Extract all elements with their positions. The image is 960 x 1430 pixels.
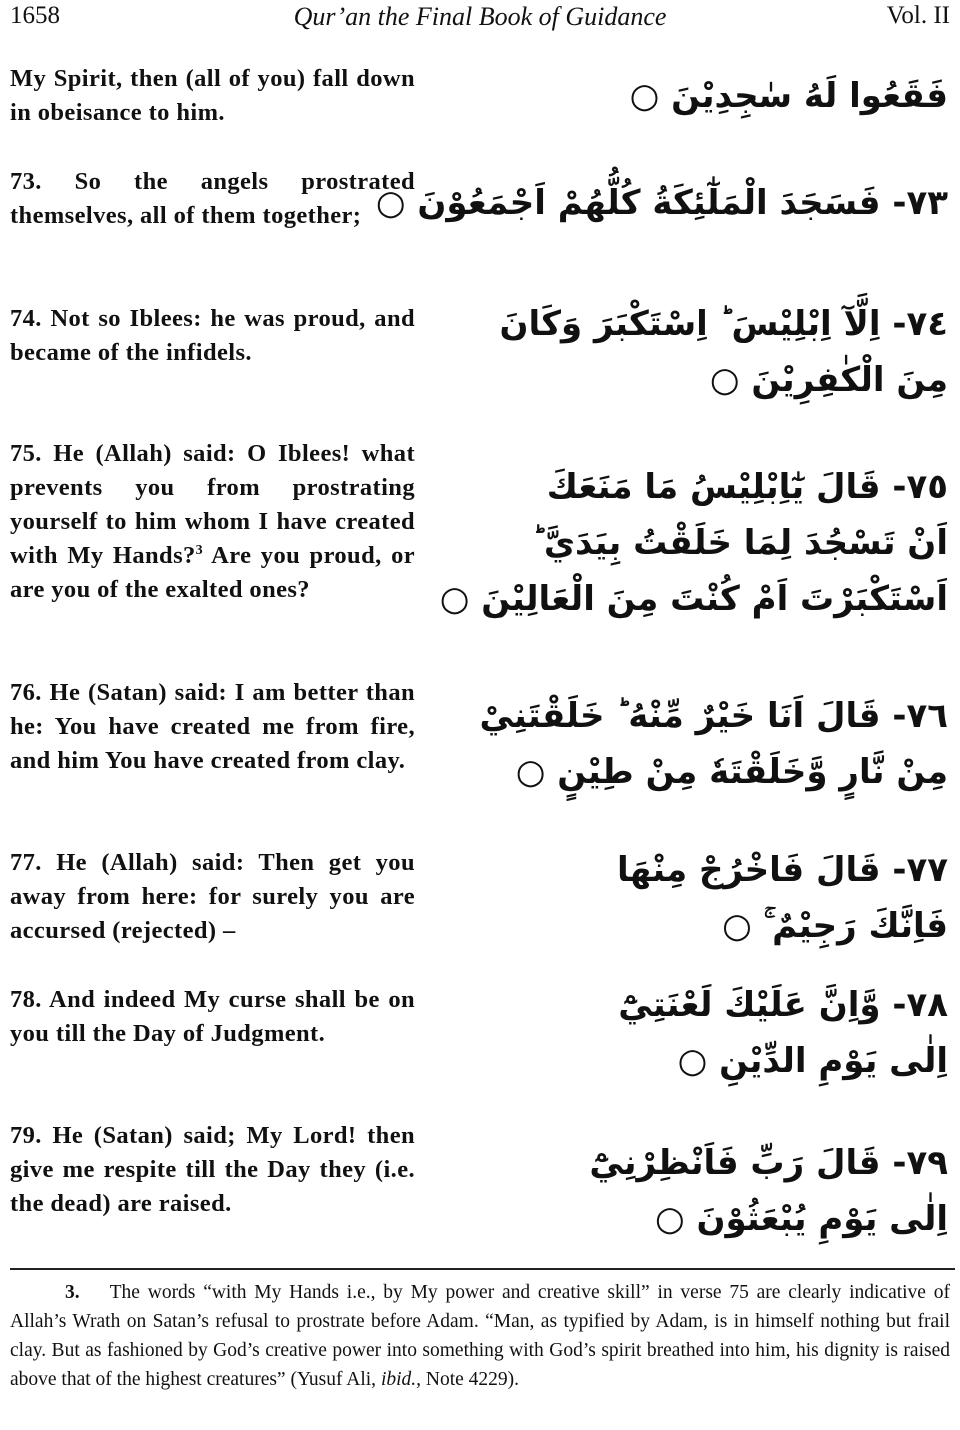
verse-translation: 74. Not so Iblees: he was proud, and became of the infidels. (10, 305, 415, 366)
arabic-line: اِلٰى يَوْمِ يُبْعَثُوْنَ ○ (654, 1199, 948, 1239)
verse-arabic (498, 977, 948, 1089)
arabic-line: فَاِنَّكَ رَجِيْمٌ ۚ ○ (722, 906, 948, 946)
arabic-line: فَقَعُوا لَهُ سٰجِدِيْنَ ○ (629, 76, 948, 116)
verse-translation: 76. He (Satan) said: I am better than he: You have created me from fire, and him You have created from clay. (10, 679, 415, 774)
arabic-line: ٧٤- اِلَّآ اِبْلِيْسَ ؕ اِسْتَكْبَرَ وَكَانَ (499, 304, 948, 344)
verse-arabic (498, 68, 948, 124)
footnote-text-end: Note 4229). (421, 1369, 520, 1390)
page-header (0, 0, 960, 40)
arabic-line: ٧٥- قَالَ يٰٓاِبْلِيْسُ مَا مَنَعَكَ (546, 467, 948, 507)
arabic-line: مِنْ نَّارٍ وَّخَلَقْتَهٗ مِنْ طِيْنٍ ○ (515, 752, 948, 792)
verse-translation: 73. So the angels prostrated themselves, all of them together; (10, 168, 415, 229)
arabic-line: ٧٩- قَالَ رَبِّ فَاَنْظِرْنِيْٓ (589, 1143, 948, 1183)
page-number: 1658 (10, 2, 60, 29)
arabic-line: ٧٣- فَسَجَدَ الْمَلٰٓئِكَةُ كُلُّهُمْ اَجْمَعُوْنَ ○ (375, 183, 948, 223)
verse-translation (10, 437, 415, 607)
arabic-line: ٧٦- قَالَ اَنَا خَيْرٌ مِّنْهُ ؕ خَلَقْتَنِيْ (479, 696, 948, 736)
verse-arabic (498, 296, 948, 408)
footnote-reference: 3 (195, 542, 204, 558)
arabic-line: ٧٧- قَالَ فَاخْرُجْ مِنْهَا (617, 850, 948, 890)
arabic-line: اَنْ تَسْجُدَ لِمَا خَلَقْتُ بِيَدَيَّ ؕ (532, 523, 948, 563)
volume-label: Vol. II (886, 2, 950, 29)
verse-translation-text: 75. He (Allah) said: O Iblees! what prevents you from prostrating yourself to him whom I have created with My Hands? (10, 440, 415, 569)
verse-arabic (498, 1135, 948, 1247)
verse-translation: My Spirit, then (all of you) fall down in obeisance to him. (10, 65, 415, 126)
book-title: Qur’an the Final Book of Guidance (293, 2, 667, 31)
footnote-number: 3. (65, 1282, 80, 1303)
verse-arabic (479, 688, 948, 800)
verse-arabic (439, 459, 948, 627)
footnote-divider (10, 1268, 955, 1270)
footnote-text: The words “with My Hands i.e., by My power and creative skill” in verse 75 are clearly indicative of Allah’s Wrath on Satan’s refusal to prostrate before Adam. “Man, as typified by Adam, is in himself nothing but frail clay. But as fashioned by God’s creative power into something with God’s spirit breathed into him, his dignity is raised above that of the highest creatures” (Yusuf Ali, (10, 1282, 950, 1390)
arabic-line: مِنَ الْكٰفِرِيْنَ ○ (709, 360, 948, 400)
footnote (10, 1278, 950, 1394)
arabic-line: اِلٰى يَوْمِ الدِّيْنِ ○ (677, 1041, 948, 1081)
footnote-citation-italic: ibid., (380, 1369, 422, 1390)
verse-arabic (498, 842, 948, 954)
verse-translation: 78. And indeed My curse shall be on you till the Day of Judgment. (10, 986, 415, 1047)
verse-arabic (375, 175, 948, 231)
arabic-line: اَسْتَكْبَرْتَ اَمْ كُنْتَ مِنَ الْعَالِيْنَ ○ (439, 579, 948, 619)
verse-translation: 79. He (Satan) said; My Lord! then give me respite till the Day they (i.e. the dead) are raised. (10, 1122, 415, 1217)
verse-translation-text: Are you proud, or are you of the exalted ones? (10, 542, 415, 603)
verse-translation: 77. He (Allah) said: Then get you away from here: for surely you are accursed (rejected) – (10, 849, 415, 944)
arabic-line: ٧٨- وَّاِنَّ عَلَيْكَ لَعْنَتِيْٓ (618, 985, 948, 1025)
